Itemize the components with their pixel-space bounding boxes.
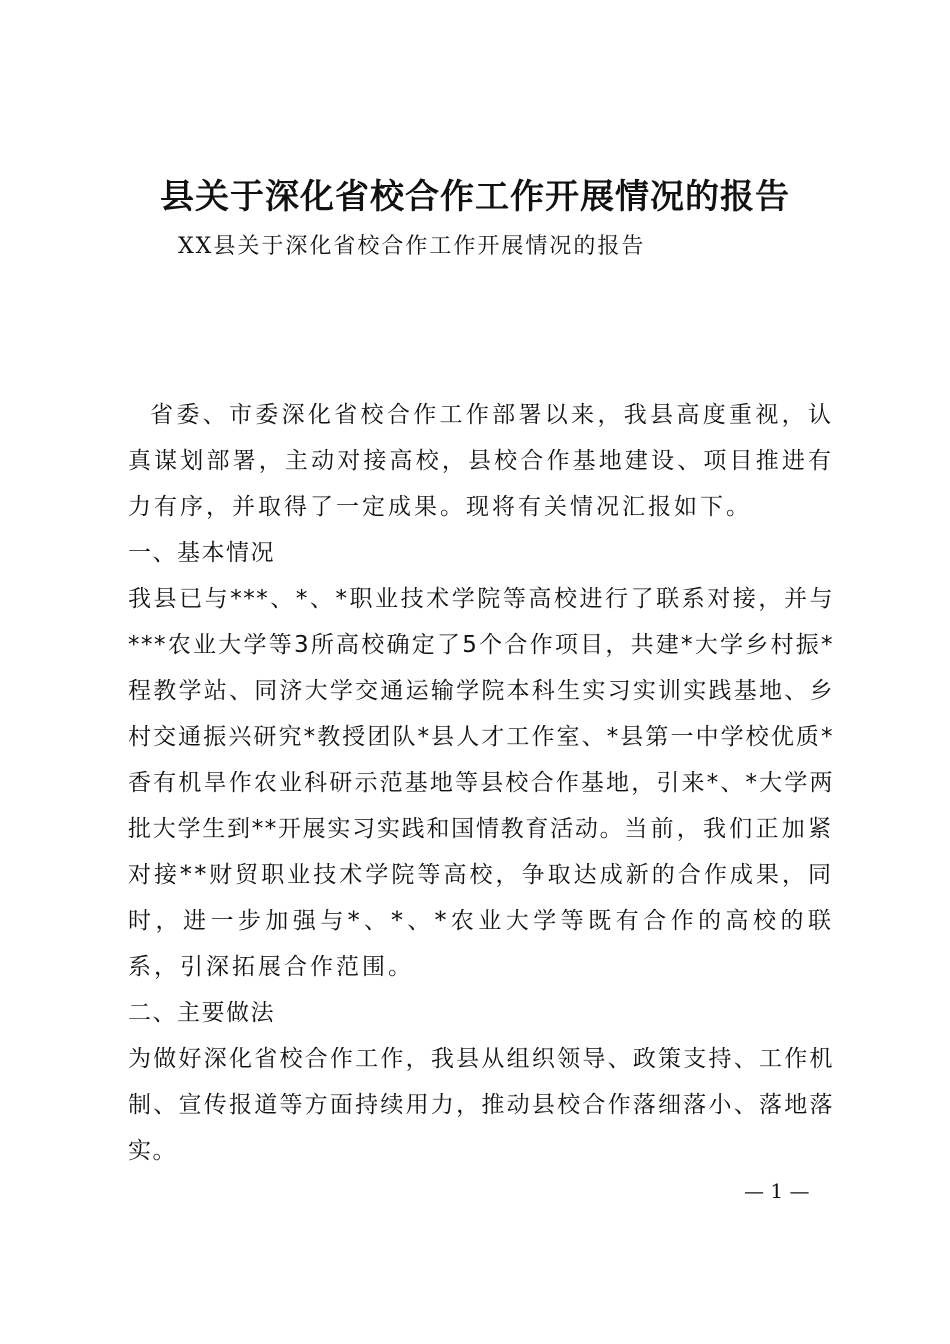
document-body [128,392,834,1174]
basic-situation-text-part2: 当前，我们正加紧对接**财贸职业技术学院等高校，争取达成新的合作成果，同时，进一步加强与*、*、*农业大学等既有合作的高校的联系，引深拓展合作范围。 [128,816,835,980]
document-subtitle: XX县关于深化省校合作工作开展情况的报告 [178,234,646,259]
document-title: 县关于深化省校合作工作开展情况的报告 [160,177,790,217]
section-paragraph-basic-situation [128,576,834,990]
section-heading-main-practices: 二、主要做法 [128,1000,275,1026]
intro-paragraph: 省委、市委深化省校合作工作部署以来，我县高度重视，认真谋划部署，主动对接高校，县校合作基地建设、项目推进有力有序，并取得了一定成果。现将有关情况汇报如下。 [128,402,834,520]
section-paragraph-main-practices: 为做好深化省校合作工作，我县从组织领导、政策支持、工作机制、宣传报道等方面持续用力，推动县校合作落细落小、落地落实。 [128,1046,834,1164]
page-number: — 1 — [744,1179,810,1203]
section-heading-basic-situation: 一、基本情况 [128,540,275,566]
basic-situation-text-part1: 我县已与***、*、*职业技术学院等高校进行了联系对接，并与***农业大学等3所高校确定了5个合作项目，共建*大学乡村振*程教学站、同济大学交通运输学院本科生实习实训实践基地、乡村交通振兴研究*教授团队*县人才工作室、*县第一中学校优质*香有机旱作农业科研示范基地等县校合作基地，引来*、*大学两批大学生到**开展实习实践和国情教育活动。 [128,586,834,842]
